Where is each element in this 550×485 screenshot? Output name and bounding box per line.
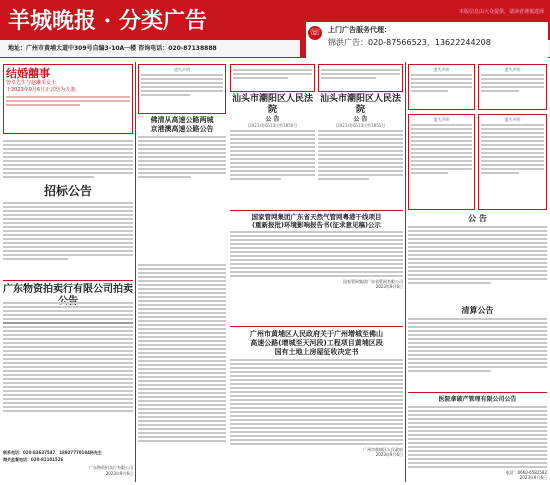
huangpu-title-3: 国有土地上房屋征收决定书	[274, 348, 359, 356]
notice-box-r4	[478, 114, 547, 210]
court-2-title: 汕头市潮阳区人民法院	[319, 94, 401, 115]
notice-text-block	[3, 138, 133, 180]
column-2	[138, 62, 403, 482]
huangpu-title: 广州市黄埔区人民政府关于广州增城至佛山	[250, 330, 383, 338]
auction-tel-1: 联系电话：020-83637547、18927770184杨先生	[3, 450, 102, 455]
auction-date: 2023年9月6日	[105, 471, 133, 476]
column-1	[3, 62, 133, 482]
notice-box-r2	[478, 64, 547, 110]
notice-box-r3	[408, 114, 475, 210]
court-2-sub: 公 告	[353, 116, 368, 123]
column-3	[408, 62, 547, 482]
court-1-sub: 公 告	[265, 116, 280, 123]
gas-title: 国家管网集团广东省天然气管网粤港干线项目	[251, 213, 382, 221]
wedding-title: 结婚囍事	[6, 67, 50, 80]
notice-box-r1	[408, 64, 475, 110]
divider-1	[135, 62, 136, 482]
announce-title: 公 告	[468, 214, 487, 223]
wedding-sub-2: 于2023年9月6日正式结为夫妻。	[6, 87, 81, 93]
notice-box-1	[138, 64, 226, 114]
auction-text	[3, 300, 133, 414]
bankruptcy-title: 医院拿破产管理有限公司公告	[438, 396, 517, 403]
agent-title: 上门广告服务代理：	[328, 26, 391, 34]
notice-tag-r1: 遗失声明	[433, 67, 450, 72]
notice-tag-r2: 遗失声明	[504, 67, 521, 72]
huangpu-date: 2023年9月6日	[375, 452, 403, 457]
gas-date: 2023年9月6日	[375, 284, 403, 289]
liquidation-title: 清算公告	[461, 306, 494, 315]
notice-tag-1: 遗失声明	[174, 67, 190, 72]
address-line: 地址：广州市黄埔大道中309号自编3-10A一楼 咨询电话：020-87138888	[8, 45, 217, 52]
gas-title-2: (重新报批)环境影响报告书(征求意见稿)公示	[252, 221, 381, 229]
huangpu-notice	[230, 330, 403, 457]
wedding-sub: 曾卓先生与赵琳美女士	[6, 80, 57, 86]
gas-notice	[230, 213, 403, 289]
road-title-2: 京港澳高速公路公告	[150, 125, 214, 133]
auction-tel-2: 海关监督电话：020-81101526	[3, 457, 64, 462]
announce-block	[408, 214, 547, 286]
notice-column-left	[138, 262, 226, 444]
phone-icon: ☏	[309, 28, 321, 38]
bankruptcy-block	[408, 396, 547, 480]
wedding-ad	[3, 64, 133, 134]
huangpu-title-2: 高速公路(增城至天河段)工程项目黄埔区段	[250, 339, 383, 347]
liquidation-block	[408, 306, 547, 374]
header-note: 本版信息由大众提供，请读者谨慎选择	[458, 9, 544, 15]
tender-title: 招标公告	[43, 184, 92, 198]
auction-sign: 广东物资拍卖行有限公司	[89, 465, 133, 470]
auction-title: 广东物资拍卖行有限公司拍卖	[3, 284, 133, 295]
notice-tag-r4: 遗失声明	[504, 117, 521, 122]
newspaper-logo: 羊城晚报 · 分类广告	[8, 8, 207, 34]
bankruptcy-tel: 电话：0660-6582582	[505, 470, 547, 475]
divider-2	[405, 62, 406, 482]
road-title: 佛清从高速公路两城	[150, 116, 214, 124]
huangpu-sign: 广州市黄埔区人民政府	[363, 447, 403, 452]
gas-sign: 国家管网集团广东省管网有限公司	[343, 279, 403, 284]
agent-phone: 锦洪广告：020-87566523，13622244208	[328, 38, 491, 47]
court-2-code: (2023)粤0513民特1855号	[335, 123, 386, 128]
tender-text	[3, 200, 133, 262]
bankruptcy-date: 2023年9月6日	[519, 475, 547, 480]
court-1-title: 汕头市潮阳区人民法院	[231, 94, 313, 115]
notice-tag-r3: 遗失声明	[433, 117, 450, 122]
court-1-code: (2023)粤0513民特1850号	[247, 123, 298, 128]
